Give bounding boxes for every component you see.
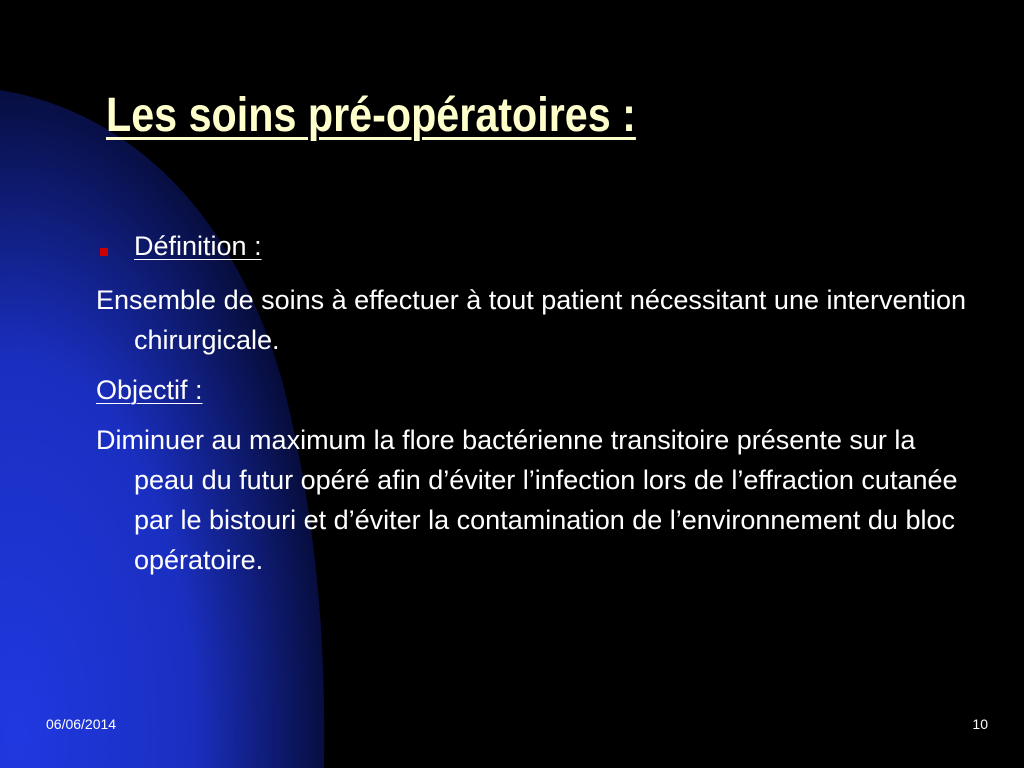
objective-heading: Objectif :	[96, 375, 203, 405]
footer-date: 06/06/2014	[46, 716, 117, 732]
bullet-item	[96, 226, 976, 270]
objective-heading-line	[96, 370, 976, 410]
objective-text: Diminuer au maximum la flore bactérienne transitoire présente sur la peau du futur opéré afin d’éviter l’infection lors de l’effraction cutanée par le bistouri et d’éviter la contamination de l’environnement du bloc opératoire.	[96, 425, 958, 575]
slide-title: Les soins pré-opératoires :	[106, 89, 636, 142]
page-number: 10	[972, 716, 988, 732]
square-bullet-icon	[100, 248, 108, 256]
definition-heading: Définition :	[134, 231, 262, 261]
definition-text: Ensemble de soins à effectuer à tout patient nécessitant une intervention chirurgicale.	[96, 285, 967, 355]
slide-body	[96, 226, 976, 590]
